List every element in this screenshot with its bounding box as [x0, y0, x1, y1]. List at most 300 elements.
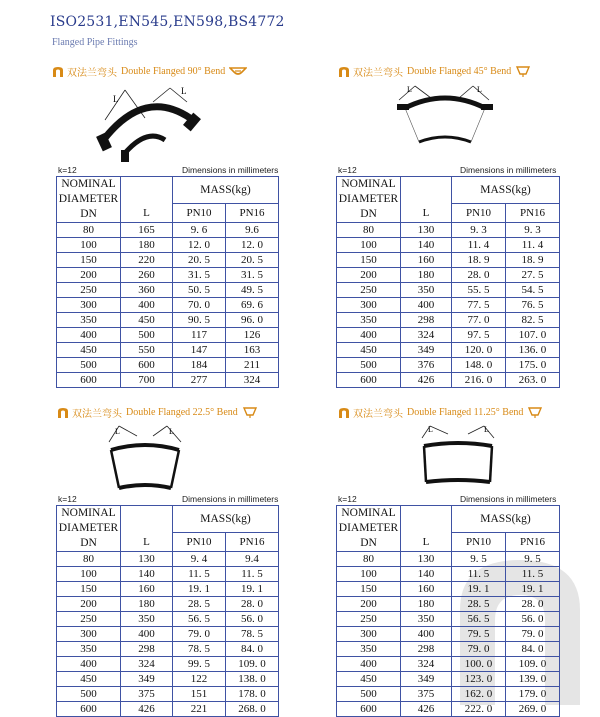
table-cell: 100 — [337, 238, 401, 253]
table-cell: 79. 0 — [173, 627, 226, 642]
section-label-45 — [338, 64, 531, 79]
table-cell: 100 — [57, 238, 121, 253]
table-cell: 28. 5 — [452, 597, 506, 612]
bend-symbol-icon — [229, 66, 247, 78]
bend-45-drawing — [395, 80, 495, 160]
table-row — [57, 567, 279, 582]
section-label-11-25 — [338, 405, 543, 420]
table-cell: 200 — [57, 268, 121, 283]
table-cell: 9. 4 — [173, 552, 226, 567]
table-cell: 375 — [401, 687, 452, 702]
spec-table-90 — [56, 176, 279, 388]
table-cell: 426 — [401, 373, 452, 388]
table-cell: 20. 5 — [173, 253, 226, 268]
table-cell: 298 — [401, 313, 452, 328]
table-cell: 500 — [337, 687, 401, 702]
bend-symbol-icon — [527, 407, 543, 419]
table-cell: 450 — [121, 313, 173, 328]
table-cell: 9.4 — [226, 552, 279, 567]
table-row — [337, 552, 560, 567]
table-cell: 450 — [337, 672, 401, 687]
section-label-90 — [52, 64, 247, 79]
table-cell: 250 — [57, 283, 121, 298]
dim-L-label: L — [181, 86, 187, 96]
spec-table-45 — [336, 176, 560, 388]
table-cell: 200 — [57, 597, 121, 612]
bend-90-drawing — [85, 78, 225, 168]
table-cell: 56. 0 — [226, 612, 279, 627]
table-cell: 263. 0 — [506, 373, 560, 388]
table-cell: 79. 5 — [452, 627, 506, 642]
table-cell: 180 — [401, 597, 452, 612]
table-cell: 90. 5 — [173, 313, 226, 328]
table-cell: 250 — [57, 612, 121, 627]
pn16-header: PN16 — [506, 533, 560, 552]
table-cell: 269. 0 — [506, 702, 560, 717]
table-cell: 375 — [121, 687, 173, 702]
table-cell: 300 — [337, 298, 401, 313]
length-header-spacer — [121, 506, 173, 552]
table-cell: 11. 4 — [452, 238, 506, 253]
table-cell: 19. 1 — [173, 582, 226, 597]
section-label-22-5 — [57, 405, 258, 420]
table-cell: 78. 5 — [173, 642, 226, 657]
table-cell: 400 — [57, 657, 121, 672]
table-cell: 400 — [57, 328, 121, 343]
table-cell: 9. 3 — [506, 223, 560, 238]
table-cell: 400 — [121, 627, 173, 642]
table-cell: 69. 6 — [226, 298, 279, 313]
header-line: DIAMETER — [58, 193, 119, 205]
table-cell: 140 — [401, 567, 452, 582]
table-cell: 27. 5 — [506, 268, 560, 283]
bend-11-25-drawing — [418, 420, 498, 490]
table-cell: 99. 5 — [173, 657, 226, 672]
dimensions-note: Dimensions in millimeters — [460, 165, 557, 175]
table-cell: 56. 0 — [506, 612, 560, 627]
table-row — [57, 238, 279, 253]
table-cell: 31. 5 — [173, 268, 226, 283]
table-cell: 350 — [337, 313, 401, 328]
mass-header: MASS(kg) — [173, 177, 279, 204]
table-row — [57, 657, 279, 672]
table-cell: 28. 0 — [506, 597, 560, 612]
table-cell: 84. 0 — [506, 642, 560, 657]
table-row — [57, 552, 279, 567]
k-value: k=12 — [338, 165, 357, 175]
table-cell: 221 — [173, 702, 226, 717]
dimensions-note: Dimensions in millimeters — [182, 494, 279, 504]
length-column-header: L — [422, 206, 430, 219]
table-cell: 250 — [337, 283, 401, 298]
table-cell: 150 — [337, 582, 401, 597]
table-cell: 350 — [57, 313, 121, 328]
table-row — [57, 627, 279, 642]
k-value: k=12 — [58, 494, 77, 504]
header-line: DIAMETER — [338, 522, 399, 534]
table-cell: 11. 4 — [506, 238, 560, 253]
table-cell: 107. 0 — [506, 328, 560, 343]
table-cell: 55. 5 — [452, 283, 506, 298]
table-cell: 300 — [57, 627, 121, 642]
table-cell: 222. 0 — [452, 702, 506, 717]
pn10-header: PN10 — [452, 204, 506, 223]
mass-header: MASS(kg) — [452, 177, 560, 204]
pn10-header: PN10 — [173, 533, 226, 552]
table-cell: 179. 0 — [506, 687, 560, 702]
table-cell: 19. 1 — [506, 582, 560, 597]
spec-table-22-5 — [56, 505, 279, 717]
table-cell: 360 — [121, 283, 173, 298]
table-cell: 117 — [173, 328, 226, 343]
table-row — [57, 328, 279, 343]
brand-logo-icon — [57, 407, 69, 419]
dim-L-label: L — [428, 425, 433, 434]
length-column-header: L — [143, 206, 150, 219]
table-cell: 122 — [173, 672, 226, 687]
table-cell: 80 — [57, 223, 121, 238]
table-row — [337, 298, 560, 313]
table-row — [337, 223, 560, 238]
table-cell: 70. 0 — [173, 298, 226, 313]
table-cell: 220 — [121, 253, 173, 268]
pn10-header: PN10 — [173, 204, 226, 223]
table-cell: 160 — [121, 582, 173, 597]
table-cell: 200 — [337, 597, 401, 612]
header-line: DN — [80, 208, 97, 220]
table-cell: 79. 0 — [506, 627, 560, 642]
table-cell: 400 — [401, 627, 452, 642]
table-cell: 130 — [401, 223, 452, 238]
table-row — [57, 313, 279, 328]
table-row — [337, 672, 560, 687]
table-cell: 450 — [57, 343, 121, 358]
table-row — [57, 268, 279, 283]
table-row — [57, 687, 279, 702]
table-cell: 11. 5 — [226, 567, 279, 582]
table-cell: 500 — [57, 687, 121, 702]
section-en-title: Double Flanged 45° Bend — [407, 66, 512, 77]
table-cell: 426 — [121, 702, 173, 717]
bend-22-5-drawing — [105, 420, 185, 495]
pn10-header: PN10 — [452, 533, 506, 552]
header-line: NOMINAL — [341, 178, 396, 190]
table-cell: 9.6 — [226, 223, 279, 238]
table-cell: 139. 0 — [506, 672, 560, 687]
table-row — [337, 642, 560, 657]
table-cell: 28. 5 — [173, 597, 226, 612]
table-cell: 400 — [337, 328, 401, 343]
table-row — [337, 283, 560, 298]
table-cell: 350 — [57, 642, 121, 657]
header-line: NOMINAL — [341, 507, 396, 519]
k-value: k=12 — [58, 165, 77, 175]
brand-logo-icon — [52, 66, 64, 78]
dim-L-label: L — [169, 427, 174, 436]
table-cell: 376 — [401, 358, 452, 373]
table-row — [337, 253, 560, 268]
table-cell: 260 — [121, 268, 173, 283]
table-cell: 200 — [337, 268, 401, 283]
table-cell: 100 — [337, 567, 401, 582]
dimensions-note: Dimensions in millimeters — [182, 165, 279, 175]
dim-L-label: L — [477, 85, 482, 94]
table-cell: 300 — [57, 298, 121, 313]
table-cell: 180 — [121, 238, 173, 253]
table-row — [337, 612, 560, 627]
table-cell: 18. 9 — [452, 253, 506, 268]
header-line: DN — [80, 537, 97, 549]
table-cell: 28. 0 — [452, 268, 506, 283]
table-cell: 97. 5 — [452, 328, 506, 343]
section-en-title: Double Flanged 90° Bend — [121, 66, 226, 77]
table-cell: 178. 0 — [226, 687, 279, 702]
table-cell: 600 — [337, 373, 401, 388]
table-cell: 184 — [173, 358, 226, 373]
table-cell: 175. 0 — [506, 358, 560, 373]
nominal-diameter-header — [57, 506, 121, 552]
pn16-header: PN16 — [506, 204, 560, 223]
table-cell: 350 — [337, 642, 401, 657]
table-cell: 700 — [121, 373, 173, 388]
table-row — [337, 313, 560, 328]
table-cell: 77. 0 — [452, 313, 506, 328]
table-cell: 130 — [121, 552, 173, 567]
nominal-diameter-header — [337, 177, 401, 223]
table-cell: 400 — [401, 298, 452, 313]
table-cell: 324 — [401, 657, 452, 672]
table-row — [57, 597, 279, 612]
table-cell: 20. 5 — [226, 253, 279, 268]
dim-L-label: L — [115, 427, 120, 436]
table-cell: 298 — [401, 642, 452, 657]
table-cell: 11. 5 — [173, 567, 226, 582]
table-cell: 140 — [401, 238, 452, 253]
table-cell: 298 — [121, 642, 173, 657]
table-cell: 160 — [401, 582, 452, 597]
brand-logo-icon — [338, 407, 350, 419]
table-cell: 600 — [121, 358, 173, 373]
table-row — [57, 223, 279, 238]
table-row — [337, 238, 560, 253]
bend-symbol-icon — [515, 66, 531, 78]
table-cell: 450 — [57, 672, 121, 687]
table-cell: 400 — [337, 657, 401, 672]
table-row — [337, 627, 560, 642]
dim-L-label: L — [407, 85, 412, 94]
table-cell: 9. 6 — [173, 223, 226, 238]
table-cell: 28. 0 — [226, 597, 279, 612]
table-cell: 82. 5 — [506, 313, 560, 328]
table-row — [337, 582, 560, 597]
section-cn-title: 双法兰弯头 — [72, 409, 122, 420]
section-cn-title: 双法兰弯头 — [353, 409, 403, 420]
table-cell: 84. 0 — [226, 642, 279, 657]
table-cell: 109. 0 — [506, 657, 560, 672]
page-title: ISO2531,EN545,EN598,BS4772 — [50, 14, 285, 30]
dimensions-note: Dimensions in millimeters — [460, 494, 557, 504]
table-cell: 80 — [57, 552, 121, 567]
table-cell: 426 — [401, 702, 452, 717]
table-cell: 100. 0 — [452, 657, 506, 672]
table-cell: 150 — [57, 582, 121, 597]
table-cell: 349 — [121, 672, 173, 687]
table-row — [57, 702, 279, 717]
table-cell: 400 — [121, 298, 173, 313]
table-row — [337, 268, 560, 283]
table-row — [57, 298, 279, 313]
table-cell: 163 — [226, 343, 279, 358]
nominal-diameter-header — [337, 506, 401, 552]
table-cell: 180 — [401, 268, 452, 283]
header-line: DN — [360, 537, 377, 549]
table-cell: 162. 0 — [452, 687, 506, 702]
table-cell: 12. 0 — [226, 238, 279, 253]
table-cell: 600 — [57, 373, 121, 388]
table-cell: 54. 5 — [506, 283, 560, 298]
dim-L-label: L — [113, 94, 119, 104]
table-row — [57, 612, 279, 627]
table-cell: 216. 0 — [452, 373, 506, 388]
table-cell: 600 — [57, 702, 121, 717]
table-cell: 600 — [337, 702, 401, 717]
table-cell: 109. 0 — [226, 657, 279, 672]
spec-table-11-25 — [336, 505, 560, 717]
table-cell: 300 — [337, 627, 401, 642]
table-cell: 350 — [401, 283, 452, 298]
table-row — [337, 597, 560, 612]
table-cell: 12. 0 — [173, 238, 226, 253]
table-cell: 77. 5 — [452, 298, 506, 313]
table-cell: 11. 5 — [506, 567, 560, 582]
table-cell: 80 — [337, 552, 401, 567]
table-cell: 500 — [337, 358, 401, 373]
table-row — [337, 358, 560, 373]
table-cell: 126 — [226, 328, 279, 343]
table-cell: 56. 5 — [173, 612, 226, 627]
table-row — [337, 373, 560, 388]
length-header-spacer — [401, 506, 452, 552]
table-cell: 500 — [121, 328, 173, 343]
table-cell: 11. 5 — [452, 567, 506, 582]
length-column-header: L — [143, 535, 150, 548]
table-cell: 120. 0 — [452, 343, 506, 358]
table-cell: 350 — [121, 612, 173, 627]
table-cell: 349 — [401, 343, 452, 358]
table-row — [337, 687, 560, 702]
table-row — [57, 283, 279, 298]
table-cell: 350 — [401, 612, 452, 627]
table-row — [337, 657, 560, 672]
table-cell: 136. 0 — [506, 343, 560, 358]
table-row — [337, 343, 560, 358]
table-cell: 165 — [121, 223, 173, 238]
table-row — [57, 343, 279, 358]
table-cell: 9. 5 — [506, 552, 560, 567]
table-row — [57, 358, 279, 373]
table-cell: 138. 0 — [226, 672, 279, 687]
table-row — [337, 567, 560, 582]
table-cell: 500 — [57, 358, 121, 373]
pn16-header: PN16 — [226, 204, 279, 223]
table-cell: 80 — [337, 223, 401, 238]
table-cell: 324 — [226, 373, 279, 388]
table-row — [57, 373, 279, 388]
table-cell: 160 — [401, 253, 452, 268]
table-cell: 49. 5 — [226, 283, 279, 298]
section-en-title: Double Flanged 11.25° Bend — [407, 407, 524, 418]
table-cell: 450 — [337, 343, 401, 358]
table-cell: 19. 1 — [452, 582, 506, 597]
table-row — [57, 672, 279, 687]
table-cell: 76. 5 — [506, 298, 560, 313]
table-cell: 19. 1 — [226, 582, 279, 597]
table-row — [57, 642, 279, 657]
table-cell: 79. 0 — [452, 642, 506, 657]
dim-L-label: L — [484, 425, 489, 434]
nominal-diameter-header — [57, 177, 121, 223]
table-cell: 123. 0 — [452, 672, 506, 687]
header-line: DN — [360, 208, 377, 220]
section-cn-title: 双法兰弯头 — [353, 68, 403, 79]
table-cell: 140 — [121, 567, 173, 582]
k-value: k=12 — [338, 494, 357, 504]
table-cell: 277 — [173, 373, 226, 388]
length-header-spacer — [121, 177, 173, 223]
pn16-header: PN16 — [226, 533, 279, 552]
table-cell: 324 — [401, 328, 452, 343]
table-cell: 31. 5 — [226, 268, 279, 283]
table-cell: 9. 3 — [452, 223, 506, 238]
table-cell: 96. 0 — [226, 313, 279, 328]
table-cell: 148. 0 — [452, 358, 506, 373]
length-header-spacer — [401, 177, 452, 223]
table-row — [337, 702, 560, 717]
table-cell: 56. 5 — [452, 612, 506, 627]
header-line: DIAMETER — [58, 522, 119, 534]
table-cell: 9. 5 — [452, 552, 506, 567]
brand-logo-icon — [338, 66, 350, 78]
table-row — [337, 328, 560, 343]
table-row — [57, 582, 279, 597]
header-line: DIAMETER — [338, 193, 399, 205]
table-cell: 147 — [173, 343, 226, 358]
header-line: NOMINAL — [61, 178, 116, 190]
table-cell: 349 — [401, 672, 452, 687]
table-cell: 324 — [121, 657, 173, 672]
table-cell: 150 — [337, 253, 401, 268]
mass-header: MASS(kg) — [173, 506, 279, 533]
section-cn-title: 双法兰弯头 — [67, 68, 117, 79]
header-line: NOMINAL — [61, 507, 116, 519]
table-cell: 268. 0 — [226, 702, 279, 717]
mass-header: MASS(kg) — [452, 506, 560, 533]
table-cell: 18. 9 — [506, 253, 560, 268]
table-cell: 250 — [337, 612, 401, 627]
table-cell: 50. 5 — [173, 283, 226, 298]
page-subtitle: Flanged Pipe Fittings — [52, 37, 138, 48]
table-cell: 151 — [173, 687, 226, 702]
table-cell: 130 — [401, 552, 452, 567]
bend-symbol-icon — [242, 407, 258, 419]
table-row — [57, 253, 279, 268]
section-en-title: Double Flanged 22.5° Bend — [126, 407, 238, 418]
table-cell: 211 — [226, 358, 279, 373]
table-cell: 180 — [121, 597, 173, 612]
table-cell: 78. 5 — [226, 627, 279, 642]
table-cell: 100 — [57, 567, 121, 582]
length-column-header: L — [422, 535, 430, 548]
